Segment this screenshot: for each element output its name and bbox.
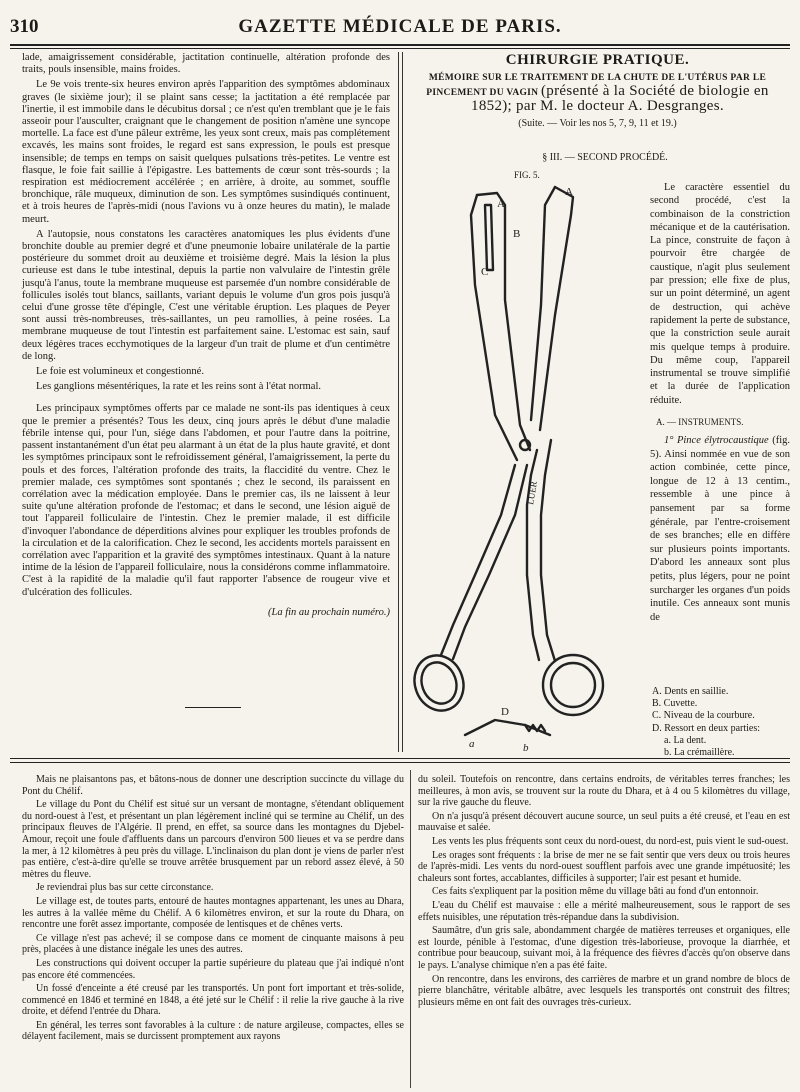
legend-item: a. La dent.	[664, 734, 707, 746]
maker-stamp: LÜER	[525, 480, 540, 506]
memoir-title-caps: MÉMOIRE SUR LE TRAITEMENT DE LA CHUTE DE L'UTÉRUS PAR LE PINCEMENT DU VAGIN	[426, 73, 767, 98]
mark-d: D	[501, 706, 509, 718]
paragraph: Le caractère essentiel du second procédé, c'est la combinaison de la constriction mécanique et de la cautérisation. La pince, construite de façon à pourvoir être chargée de caustique, n'agit plus seulement par pression; elle fixe de plus, sur un point déterminé, un agent de destruction, qui achève rapidement la perte de substance, que la constriction seule aurait mis quelque temps à produire. Du même coup, l'appareil instrumental se trouve simplifié et la durée de l'application réduite.	[650, 182, 790, 406]
suite-note: (Suite. — Voir les nos 5, 7, 9, 11 et 19.)	[518, 118, 677, 129]
ratchet	[465, 720, 550, 735]
legend-item: A. Dents en saillie.	[652, 686, 729, 697]
paragraph: On rencontre, dans les environs, des carrières de marbre et un grand nombre de blocs de pierre blanchâtre, véritable albâtre, avec lesquels les transportés ont construit des filtres; plusieurs même en ont fait des ouvrages très-curieux.	[418, 973, 790, 1008]
subsection-heading: A. — INSTRUMENTS.	[656, 417, 744, 427]
paragraph: Le village est, de toutes parts, entouré de hautes montagnes appartenant, les unes au Dhara, les autres à la vallée même du Chélif. A 6 kilomètres environ, et sur la route du Dhara, on rencontre une forêt assez importante, composée de lentisques et de chênes verts.	[22, 895, 404, 931]
mark-b-small: b	[523, 742, 529, 754]
bottom-column-divider	[410, 770, 411, 1088]
legend-item: C. Niveau de la courbure.	[652, 710, 755, 722]
header-rule-thin	[10, 48, 790, 49]
page-number: 310	[10, 16, 39, 37]
continued-note: (La fin au prochain numéro.)	[267, 606, 390, 618]
feuilleton-rule	[10, 758, 790, 759]
figure-label: FIG. 5.	[514, 170, 540, 180]
instrument-description: (fig. 5). Ainsi nommée en vue de son action combinée, cette pince, longue de 12 à 13 centim., ressemble à une pince à pansement par sa forme générale, par l'entre-croisement de ses branches; elle en diffère sur plusieurs points importants. D'abord les anneaux sont plus petits, plus légers, pour ne point surcharger les organes d'un poids inutile. Ces anneaux sont munis de	[650, 435, 790, 623]
paragraph: En général, les terres sont favorables à la culture : de nature argileuse, compactes, elles se délayent facilement, mais se durcissent promptement aux rayons	[22, 1019, 404, 1043]
right-column-text-2	[650, 434, 790, 624]
paragraph: du soleil. Toutefois on rencontre, dans certains endroits, de véritables terres franches; les meilleures, à mon avis, se trouvent sur la route du Dhara, et à 4 ou 5 kilomètres du village, sur la rive gauche du fleuve.	[418, 774, 790, 809]
left-column	[22, 52, 390, 622]
paragraph: lade, amaigrissement considérable, jactitation continuelle, altération profonde des traits, pouls insensible, mains froides.	[22, 52, 390, 76]
instrument-name: 1° Pince élytrocaustique	[664, 435, 769, 446]
memoir-title-rest: (présenté à la Société de biologie en 1852); par M. le docteur A. Desgranges.	[471, 83, 769, 114]
column-divider-double	[402, 52, 403, 752]
legend-item: B. Cuvette.	[652, 698, 698, 710]
legend-item: D. Ressort en deux parties:	[652, 722, 761, 734]
paragraph: A l'autopsie, nous constatons les caractères anatomiques les plus évidents d'une bronchite double au premier degré et d'une pneumonie lobaire unilatérale de la partie postérieure du sommet droit au deuxième et troisième degré. Mais la lésion la plus curieuse est dans le tube intestinal, depuis la partie non valvulaire de l'intestin grêle jusqu'à l'anus, toute la membrane muqueuse est parsemée d'un nombre considérable de follicules isolés tout blancs, saillants, variant depuis le volume d'un gros pois jusqu'à celui d'une grosse tête d'épingle, C'est une véritable éruption. Les plaques de Peyer sont aussi très-nombreuses, très-saillantes, un peu ramollies, à peine rosées. La membrane muqueuse de tout l'intestin est parfaitement saine. L'estomac est sain, sauf deux légères traces ecchymotiques de la largeur d'un trait de plume et d'un centimètre de long.	[22, 228, 390, 362]
memoir-title	[405, 72, 790, 115]
mark-a-small: a	[469, 738, 475, 750]
paragraph	[650, 434, 790, 624]
article-heading	[405, 52, 790, 129]
legend-item: b. La crémaillère.	[664, 747, 735, 759]
right-column-text	[650, 181, 790, 407]
paragraph: Le foie est volumineux et congestionné.	[36, 366, 204, 378]
column-divider	[398, 52, 399, 752]
mark-a-right: A	[565, 186, 573, 198]
paragraph: Un fossé d'enceinte a été creusé par les transportés. Un pont fort important et très-solide, commencé en 1846 et terminé en 1848, a été jeté sur le Chélif : il relie la rive gauche à la rive droite, et défend l'entrée du Dhara.	[22, 983, 404, 1018]
page-header	[10, 16, 790, 40]
left-ring	[407, 648, 471, 717]
article-end-rule	[185, 707, 241, 708]
paragraph: Les constructions qui doivent occuper la partie supérieure du plateau que j'ai indiqué n'ont pas encore été commencées.	[22, 957, 404, 981]
mark-c: C	[481, 266, 489, 278]
mark-b: B	[513, 228, 521, 240]
paragraph: Ces faits s'expliquent par la position même du village bâti au fond d'un entonnoir.	[432, 886, 759, 898]
paragraph: Les vents les plus fréquents sont ceux du nord-ouest, du nord-est, puis vient le sud-ouest.	[432, 835, 789, 847]
paragraph: Le 9e vois trente-six heures environ après l'apparition des symptômes abdominaux graves (le sixième jour); il se plaint sans cesse; la jactitation a été remplacée par l'inertie, il est immobile dans le décubitus dorsal ; ce n'est qu'en tremblant que je le fais asseoir pour l'ausculter, craignant que le changement de position n'amène une syncope mortelle. La face est d'une pâleur extrême, les yeux sont creux, mais pas complétement excavés, les mains sont froides, le regard est sans expression, le pouls est presque insensible; de temps en temps on saisit quelques pulsations très-petites. Le ventre est flasque, le foie fait saillie à l'épigastre. Les battements de cœur sont très-sourds ; la respiration est médiocrement accélérée ; en arrière, à droite, au sommet, souffle bronchique, râle muqueux, diminution de son. Les symptômes susindiqués continuent, et à trois heures de l'après-midi (nous l'avions vu à onze heures du matin), le malade meurt.	[22, 79, 390, 225]
paragraph: Mais ne plaisantons pas, et bâtons-nous de donner une description succincte du village du Pont du Chélif.	[22, 774, 404, 797]
paragraph: Le village du Pont du Chélif est situé sur un versant de montagne, s'étendant obliquement du nord-ouest à l'est, et présentant un plan légèrement incliné qui se termine au Chélif, un des principaux fleuves de l'Algérie. Il prend, en effet, sa source dans les montagnes du Djebel-Amour, reçoit une foule d'affluents dans un parcours d'environ 500 lieues et va se perdre dans la mer, à 12 kilomètres à peu près du village. L'inclinaison du plan dont je viens de parler n'est pas entière, c'est-à-dire qu'elle se trouve arrêtée brusquement par un rebord assez élevé, à 50 mètres du fleuve.	[22, 799, 404, 880]
forceps-illustration	[405, 175, 645, 755]
mark-a-left: A	[497, 198, 505, 210]
section-rubric: CHIRURGIE PRATIQUE.	[505, 52, 690, 68]
paragraph: On n'a jusqu'à présent découvert aucune source, un seul puits a été creusé, et l'eau en est mauvaise et salée.	[418, 810, 790, 834]
header-rule	[10, 44, 790, 46]
paragraph: Les ganglions mésentériques, la rate et les reins sont à l'état normal.	[36, 381, 322, 393]
feuilleton-left	[22, 774, 404, 1045]
shank-left	[441, 465, 515, 655]
paragraph: Les orages sont fréquents : la brise de mer ne se fait sentir que vers deux ou trois heures de l'après-midi. Les vents du nord-ouest soufflent parfois avec une grande impétuosité; les chaleurs sont fortes, accablantes, difficiles à supporter; l'air est pesant et humide.	[418, 849, 790, 884]
running-title: GAZETTE MÉDICALE DE PARIS.	[238, 16, 562, 37]
figure-legend	[652, 686, 792, 759]
paragraph: Saumâtre, d'un gris sale, abondamment chargée de matières terreuses et organiques, elle est lourde, pénible à l'estomac, d'une digestion très-laborieuse, provoque la diarrhée, et contribue pour beaucoup, suivant moi, à la fréquence des fièvres d'accès qu'on observe dans le pays. L'analyse chimique n'en a pas été faite.	[418, 925, 790, 971]
paragraph: Les principaux symptômes offerts par ce malade ne sont-ils pas identiques à ceux que le premier a présentés? Tous les deux, cinq jours après le début d'une maladie fébrile intense qui, pour l'un, siége dans l'abdomen, et pour l'autre dans la poitrine, passent instantanément d'un état peu alarmant à un état de la plus haute gravité, et dont les symptômes principaux sont le refroidissement général, l'amaigrissement, la perte du pouls et des forces, l'altération profonde des traits, la flaccidité du ventre. Chez le premier malade, ces symptômes sont spontanés ; chez le second, ils paraissent en corrélation avec la médication employée. Dans le premier cas, ils ne laissent à leur suite qu'une altération profonde de l'estomac; et dans le second, une lésion aiguë de tout l'appareil folliculaire de l'intestin. Chez le premier malade, il est difficile d'invoquer l'abondance de déperditions alvines pour expliquer les troubles profonds de la circulation et de la calorification. Chez le second, les accidents mortels paraissent en corrélation avec l'apparition et la gravité des symptômes intestinaux. Quant à la nature intime de la lésion de l'appareil folliculaire, nous la considérons comme inflammatoire. C'est à la rapidité de la maladie qu'il faut rapporter l'absence de rougeur vive et d'ulcération des follicules.	[22, 403, 390, 598]
section-heading: § III. — SECOND PROCÉDÉ.	[542, 152, 668, 163]
paragraph: Je reviendrai plus bas sur cette circonstance.	[36, 882, 214, 894]
feuilleton-right	[418, 774, 790, 1010]
paragraph: L'eau du Chélif est mauvaise : elle a mérité malheureusement, sous le rapport de ses effets nuisibles, une réputation très-répandue dans la subdivision.	[418, 899, 790, 923]
paragraph: Ce village n'est pas achevé; il se compose dans ce moment de cinquante maisons à peu près, placées à une distance inégale les unes des autres.	[22, 932, 404, 956]
feuilleton-rule-thin	[10, 762, 790, 763]
